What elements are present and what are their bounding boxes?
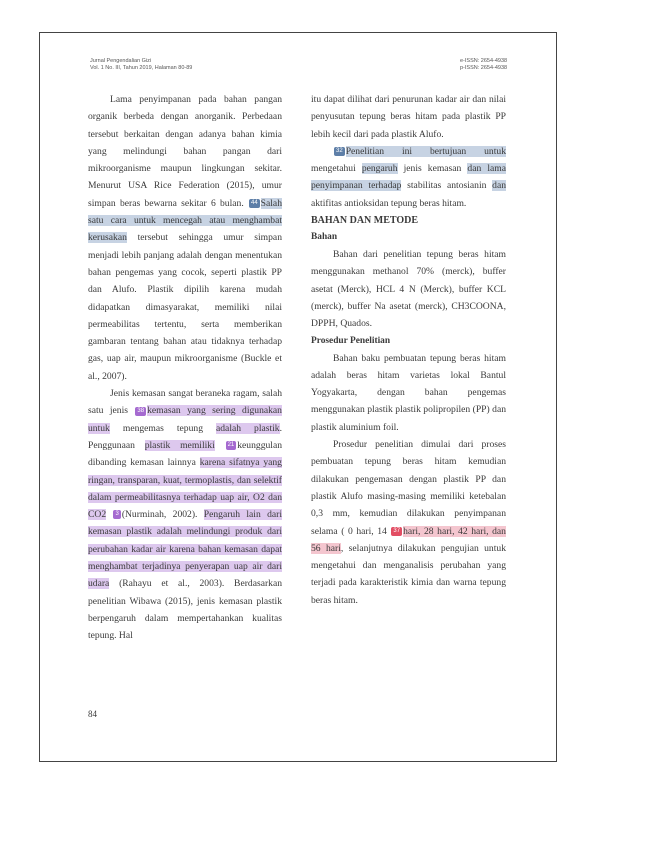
comment-badge[interactable]: 21 <box>227 442 235 449</box>
header-left <box>90 58 192 72</box>
section-heading: BAHAN DAN METODE <box>311 215 419 227</box>
highlight[interactable]: kemasan yang sering digunakan untuk <box>88 405 282 434</box>
journal-volume: Vol. 1 No. III, Tahun 2019, Halaman 80-89 <box>90 65 193 71</box>
pissn: p-ISSN: 2654-4938 <box>460 65 508 71</box>
comment-badge[interactable]: 44 <box>250 200 258 207</box>
highlight[interactable]: pengaruh <box>361 163 398 175</box>
paragraph: 32 Penelitian ini bertujuan untuk mengetahui pengaruh jenis kemasan dan lama penyimpanan terhadap stabilitas antosianin dan aktifitas antioksidan tepung beras hitam. <box>311 145 506 209</box>
highlight[interactable]: hari, 28 hari, 42 hari, dan 56 hari <box>311 525 506 554</box>
highlight[interactable]: dan lama penyimpanan terhadap <box>311 163 506 192</box>
page-number: 84 <box>88 709 97 719</box>
subsection-heading: Bahan <box>311 232 338 243</box>
right-column <box>311 91 506 609</box>
header-right <box>460 58 507 72</box>
paragraph: Lama penyimpanan pada bahan pangan organik berbeda dengan anorganik. Perbedaan tersebut berkaitan dengan adanya bahan kimia yang melindungi bahan pangan dari mikroorganisme maupun lingkungan sekitar. Menurut USA Rice Federation (2015), umur simpan beras bewarna sekitar 6 bulan. 44 Salah satu cara untuk mencegah atau menghambat kerusakan tersebut sehingga umur simpan menjadi lebih panjang adalah dengan menentukan bahan pengemas yang cocok, seperti plastik PP dan Alufo. Plastik dipilih karena mudah didapatkan dimasyarakat, memiliki nilai permeabilitas tertentu, serta memberikan gambaran tentang bahan atau tidaknya terhadap gas, uap air, maupun mikroorganisme (Buckle et al., 2007). <box>88 94 282 382</box>
highlight[interactable]: Penelitian ini bertujuan untuk <box>345 145 506 157</box>
paragraph: Bahan dari penelitian tepung beras hitam menggunakan methanol 70% (merck), buffer asetat (Merck), HCL 4 N (Merck), buffer KCL (merck), buffer Na asetat (merck), CH3COONA, DPPH, Quados. <box>311 249 506 330</box>
comment-badge[interactable]: 3 <box>115 511 119 518</box>
comment-badge[interactable]: 32 <box>336 148 343 155</box>
paragraph: Jenis kemasan sangat beraneka ragam, salah satu jenis 38 kemasan yang sering digunakan untuk mengemas tepung adalah plastik. Penggunaan plastik memiliki 21 keunggulan dibanding kemasan lainnya karena sifatnya yang ringan, transparan, kuat, termoplastis, dan selektif dalam permeabilitasnya terhadap uap air, O2 dan CO2 3 (Nurminah, 2002). Pengaruh lain dari kemasan plastik adalah melindungi produk dari perubahan kadar air karena bahan kemasan dapat menghambat terjadinya penyerapan uap air dari udara (Rahayu et al., 2003). Berdasarkan penelitian Wibawa (2015), jenis kemasan plastik berpengaruh dalam mempertahankan kualitas tepung. Hal <box>88 388 283 642</box>
highlight[interactable]: adalah plastik <box>216 422 280 434</box>
highlight[interactable]: plastik memiliki <box>144 439 215 451</box>
comment-badge[interactable]: 37 <box>393 527 401 534</box>
paragraph: Prosedur penelitian dimulai dari proses pembuatan tepung beras hitam kemudian dilakukan pengemasan dengan plastik PP dan plastik Alufo masing-masing memiliki ketebalan 0,3 mm, kemudian dilakukan penyimpanan selama ( 0 hari, 14 37 hari, 28 hari, 42 hari, dan 56 hari, selanjutnya dilakukan pengujian untuk mengetahui dan menganalisis perubahan yang terjadi pada karakteristik kimia dan warna tepung beras hitam. <box>311 439 506 606</box>
paragraph: itu dapat dilihat dari penurunan kadar air dan nilai penyusutan tepung beras hitam pada plastik PP lebih kecil dari pada plastik Alufo. <box>311 94 506 140</box>
eissn: e-ISSN: 2654-4938 <box>460 58 508 64</box>
paragraph: Bahan baku pembuatan tepung beras hitam adalah beras hitam varietas lokal Bantul Yogyakarta, dengan bahan pengemas menggunakan plastik plastik polipropilen (PP) dan plastik aluminium foil. <box>311 352 506 433</box>
comment-badge[interactable]: 38 <box>137 407 145 414</box>
left-column <box>88 91 282 645</box>
highlight[interactable]: karena sifatnya yang ringan, transparan, kuat, termoplastis, dan selektif dalam permeabilitasnya terhadap uap air, O2 dan CO2 <box>88 457 282 521</box>
subsection-heading: Prosedur Penelitian <box>311 335 391 346</box>
highlight[interactable]: Salah satu cara untuk mencegah atau menghambat kerusakan <box>88 197 282 244</box>
highlight[interactable]: dan <box>492 180 506 192</box>
highlight[interactable]: Pengaruh lain dari kemasan plastik adalah melindungi produk dari perubahan kadar air karena bahan kemasan dapat menghambat terjadinya penyerapan uap air dari udara <box>88 509 282 590</box>
journal-name: Jurnal Pengendalian Gizi <box>90 58 152 64</box>
